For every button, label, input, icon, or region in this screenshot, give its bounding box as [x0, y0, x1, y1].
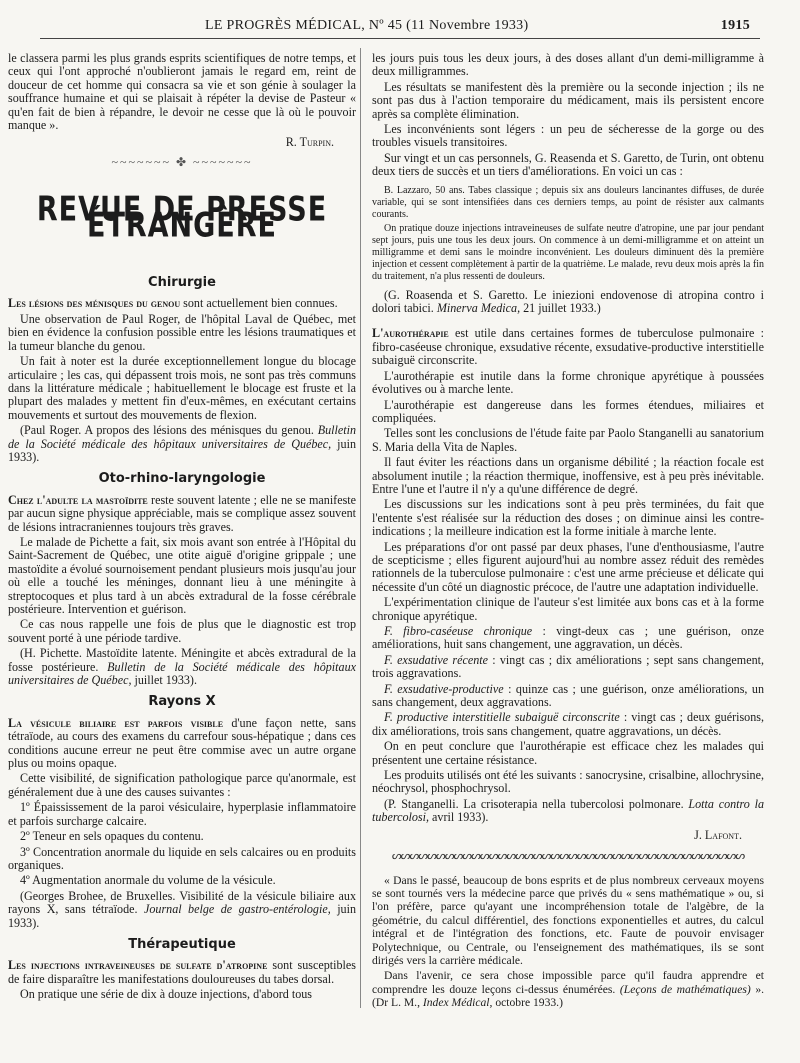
column-divider	[360, 48, 361, 1008]
atropine-p1: les jours puis tous les deux jours, à des doses allant d'un demi-milligramme à deux milligrammes.	[372, 51, 764, 79]
form-result-3	[372, 683, 764, 710]
running-header	[40, 12, 760, 39]
orl-reference	[8, 647, 356, 687]
ref-journal: Bulletin de la Société médicale des hôpitaux universitaires de Québec,	[8, 659, 356, 688]
aurotherapie-p9: On en peut conclure que l'aurothérapie est efficace chez les malades qui présentent une certaine résistance.	[372, 739, 764, 767]
aurotherapie-p8: L'expérimentation clinique de l'auteur s'est limitée aux bons cas et à la forme chronique apyrétique.	[372, 595, 764, 623]
aurotherapie-p10: Les produits utilisés ont été les suivants : sanocrysine, crisalbine, allochrysine, néochrysol, phosphochrysol.	[372, 768, 764, 796]
rayonsx-p1-text: d'une façon nette, sans tétraïode, au cours des examens du carrefour sous-hépatique ; dans ces conditions aucune erreur ne peut être commise avec un autre organe plus ou moins opaque.	[8, 715, 356, 771]
ref-text: (H. Pichette. Mastoïdite latente. Méningite et abcès extradural de la fosse postérieure.	[8, 646, 356, 674]
atropine-reference	[372, 289, 764, 316]
therapeutique-p1-text: sont susceptibles de faire disparaître les manifestations douloureuses du tabes dorsal.	[8, 958, 356, 986]
case-report-2: On pratique douze injections intraveineuses de sulfate neutre d'atropine, une par jour pendant sept jours, puis une tous les deux jours. On commence à un demi-milligramme et on atteint un milligramme et demi sans le moindre inconvénient. Les douleurs diminuent dès la première injection et cessent complètement à partir de la quatrième. Le malade, revu deux mois après la fin du traitement, n'a plus ressenti de douleurs.	[372, 222, 764, 282]
orl-p2: Le malade de Pichette a fait, six mois avant son entrée à l'Hôpital du Saint-Sacrement de Québec, une otite aiguë d'origine grippale ; une mastoïdite a évolué sournoisement pendant plusieurs mois jusqu'au jour où elle a touché les méninges, donnant lieu à une méningite à streptocoques et plus tard à un abcès extradural de la fosse cérébrale postérieure. Intervention et guérison.	[8, 534, 356, 616]
heading-orl: Oto-rhino-laryngologie	[98, 471, 266, 487]
chirurgie-p1	[8, 297, 356, 310]
page-number: 1915	[720, 18, 750, 33]
therapeutique-p1	[8, 959, 356, 986]
ref-date: 21 juillet 1933.)	[520, 301, 601, 316]
rayonsx-list-item: 3º Concentration anormale du liquide en sels calcaires ou en produits organiques.	[8, 844, 356, 872]
aurotherapie-p6: Les discussions sur les indications sont à peu près terminées, du fait que l'entente s'est réalisée sur la réduction des doses ; on diminue ainsi les contre-indications ; la meilleure indication est la forme initiale à marche lente.	[372, 497, 764, 539]
atropine-p2: Les résultats se manifestent dès la première ou la seconde injection ; ils ne sont pas dus à l'action temporaire du médicament, mais ils persistent encore après sa complète élimination.	[372, 79, 764, 121]
form-result-2	[372, 654, 764, 681]
orl-p1-text: reste souvent latente ; elle ne se manifeste par aucun signe physique appréciable, mais se complique assez souvent de lésions intracraniennes toujours très graves.	[8, 492, 357, 534]
aurotherapie-p7: Les préparations d'or ont passé par deux phases, l'une d'enthousiasme, l'autre de scepticisme ; elles figurent aujourd'hui au nombre assez réduit des remèdes rationnels de la tuberculose pulmonaire : c'est une arme précieuse et délicate qui nécessite d'un côté un diagnostic précoce, de l'autre une adaptation individuelle.	[372, 539, 764, 594]
journal-header-title: LE PROGRÈS MÉDICAL, Nº 45 (11 Novembre 1933)	[205, 18, 529, 33]
ref-journal: Minerva Medica,	[436, 301, 521, 316]
aurotherapie-lead: L'aurothérapie	[372, 326, 449, 341]
form-result-text: : quinze cas ; une guérison, onze améliorations, un sans changement, deux aggravations.	[372, 681, 764, 710]
right-column	[372, 52, 764, 1012]
quote-text: Dans l'avenir, ce sera chose impossible parce qu'il faudra apprendre et comprendre les douze leçons ci-dessus énumérées.	[372, 969, 764, 996]
form-result-text: : vingt cas ; deux guérisons, dix améliorations, trois sans changement, quatre aggravations, un décès.	[372, 710, 764, 738]
orl-p1	[8, 494, 356, 534]
rayonsx-lead: La vésicule biliaire est parfois visible	[8, 715, 224, 730]
form-name: F. exsudative récente	[384, 652, 488, 667]
form-result-text: : vingt cas ; dix améliorations ; sept sans changement, trois aggravations.	[372, 652, 764, 681]
form-result-text: : vingt-deux cas ; une guérison, onze améliorations, huit sans changement, une aggravation, un décès.	[372, 624, 765, 652]
ref-date: juin 1933).	[8, 436, 356, 464]
aurotherapie-p2: L'aurothérapie est inutile dans la forme chronique apyrétique à poussées évolutives ou à marche lente.	[372, 368, 764, 397]
ref-text: (P. Stanganelli. La crisoterapia nella tubercolosi polmonare.	[384, 796, 689, 811]
chirurgie-p2: Une observation de Paul Roger, de l'hôpital Laval de Québec, met bien en évidence la confusion possible entre les lésions traumatiques et la tumeur blanche du genou.	[8, 311, 356, 353]
intro-signature: R. Turpin.	[285, 135, 334, 150]
ref-text: (G. Roasenda et S. Garetto. Le iniezioni endovenose di atropina contro i dolori tabici.	[372, 287, 764, 316]
aurotherapie-signature: J. Lafont.	[694, 827, 742, 842]
wave-ornament: ᔕᔕᔕᔕᔕᔕᔕᔕᔕᔕᔕᔕᔕᔕᔕᔕᔕᔕᔕᔕᔕᔕᔕᔕᔕᔕᔕᔕᔕᔕᔕᔕᔕᔕᔕᔕᔕᔕᔕᔕ	[391, 850, 745, 863]
heading-chirurgie: Chirurgie	[148, 275, 216, 291]
ref-journal: Lotta contro la tubercolosi,	[372, 796, 764, 825]
form-name: F. exsudative-productive	[384, 681, 504, 696]
quote-p2	[372, 969, 764, 1009]
quote-p1: « Dans le passé, beaucoup de bons esprits et de plus nombreux cerveaux moyens se sont tournés vers la médecine parce que privés du « sens mathématique » ou, si l'on préfère, parce qu'ayant une incompréhension totale de l'algèbre, de la géométrie, du calcul différentiel, des fonctions exponentielles et autres, du calcul intégral et de l'intégration des fonctions, etc. Faute de pouvoir envisager Polytechnique, ou Centrale, ou l'enseignement des mathématiques, ils se sont dirigés vers la carrière médicale.	[372, 873, 764, 967]
ref-date: juillet 1933).	[131, 673, 197, 688]
therapeutique-p2: On pratique une série de dix à douze injections, d'abord tous	[20, 987, 313, 1002]
section-main-title: REVUE DE PRESSE ÉTRANGÈRE	[36, 190, 328, 247]
orl-lead: Chez l'adulte la mastoïdite	[8, 492, 148, 507]
ref-text: (Paul Roger. A propos des lésions des ménisques du genou.	[20, 423, 318, 438]
ref-text: (Georges Brohee, de Bruxelles. Visibilité de la vésicule biliaire aux rayons X, sans tétraïode.	[8, 888, 356, 917]
heading-rayons-x: Rayons X	[148, 694, 216, 710]
rayonsx-list-item: 2º Teneur en sels opaques du contenu.	[20, 829, 204, 844]
form-name: F. fibro-caséeuse chronique	[384, 624, 533, 638]
aurotherapie-p1-text: est utile dans certaines formes de tuberculose pulmonaire : fibro-caséeuse chronique, exsudative récente, exsudative-productive interstitielle subaiguë circonscrite.	[372, 326, 764, 368]
quote-book: (Leçons de mathématiques)	[619, 982, 751, 996]
rayonsx-reference	[8, 890, 356, 930]
orl-p3: Ce cas nous rappelle une fois de plus que le diagnostic est trop souvent porté à une période tardive.	[8, 617, 356, 645]
ref-journal: Bulletin de la Société médicale des hôpitaux universitaires de Québec,	[8, 423, 356, 451]
chirurgie-reference	[8, 424, 356, 464]
case-report-1: B. Lazzaro, 50 ans. Tabes classique ; depuis six ans douleurs lancinantes diffuses, de durée variable, qui se sont intensifiées dans ces derniers temps, au point de résister aux calmants courants.	[372, 184, 764, 220]
chirurgie-p1-text: sont actuellement bien connues.	[180, 296, 338, 311]
atropine-p3: Les inconvénients sont légers : un peu de sécheresse de la gorge ou des troubles visuels transitoires.	[372, 122, 764, 150]
quote-source: ». (Dr L. M.,	[372, 982, 765, 1010]
form-result-4	[372, 711, 764, 738]
rayonsx-list-item: 4º Augmentation anormale du volume de la vésicule.	[20, 873, 276, 888]
atropine-p4: Sur vingt et un cas personnels, G. Reasenda et S. Garetto, de Turin, ont obtenu deux tiers de succès et un tiers d'améliorations. En voici un cas :	[372, 150, 764, 179]
aurotherapie-p3: L'aurothérapie est dangereuse dans les formes étendues, miliaires et compliquées.	[372, 397, 764, 425]
left-column	[8, 52, 356, 1004]
heading-therapeutique: Thérapeutique	[128, 936, 236, 952]
intro-paragraph: le classera parmi les plus grands esprits scientifiques de notre temps, et ceux qui l'ont approché n'oublieront jamais le regard em, reint de douceur de cet homme qui consacra sa vie et son génie à soulager la souffrance humaine et qui se plaisait à répéter la devise de Pasteur « qu'en fait de bien à répandre, le devoir ne cesse que là où le pouvoir manque ».	[8, 51, 356, 133]
aurotherapie-p1	[372, 327, 764, 367]
therapeutique-lead: Les injections intraveineuses de sulfate d'atropine	[8, 958, 268, 973]
rayonsx-list-item: 1º Épaississement de la paroi vésiculaire, hyperplasie inflammatoire et parfois surcharge calcaire.	[8, 800, 356, 828]
ref-date: juin 1933).	[8, 902, 357, 930]
form-result-1	[372, 625, 764, 652]
ornament-divider: ~~~~~~~ ✤ ~~~~~~~	[111, 154, 253, 169]
chirurgie-lead: Les lésions des ménisques du genou	[8, 296, 181, 311]
quote-journal: Index Médical,	[422, 996, 493, 1010]
chirurgie-p3: Un fait à noter est la durée exceptionnellement longue du blocage articulaire ; les cas, qui dépassent trois mois, ne sont pas très communs dans la littérature médicale ; habituellement le blocage est fruste et la plupart des malades y mettent fin d'eux-mêmes, en exécutant certains mouvements et surtout des mouvements de flexion.	[8, 354, 356, 422]
aurotherapie-p4: Telles sont les conclusions de l'étude faite par Paolo Stanganelli au sanatorium S. Maria della Vita de Naples.	[372, 426, 764, 454]
ref-date: avril 1933).	[429, 810, 489, 825]
aurotherapie-reference	[372, 798, 764, 825]
aurotherapie-p5: Il faut éviter les réactions dans un organisme débilité ; la réaction focale est absolument inutile ; la réaction thermique, inoffensive, est à peu près inévitable. Entre l'une et l'autre il n'y a qu'une différence de degré.	[372, 455, 764, 496]
ref-journal: Journal belge de gastro-entérologie,	[143, 902, 331, 917]
form-name: F. productive interstitielle subaiguë circonscrite	[384, 710, 620, 725]
quote-date: octobre 1933.)	[492, 996, 563, 1010]
rayonsx-p1	[8, 717, 356, 771]
rayonsx-p2: Cette visibilité, de signification pathologique parce qu'anormale, est généralement due à une des causes suivantes :	[8, 771, 356, 799]
